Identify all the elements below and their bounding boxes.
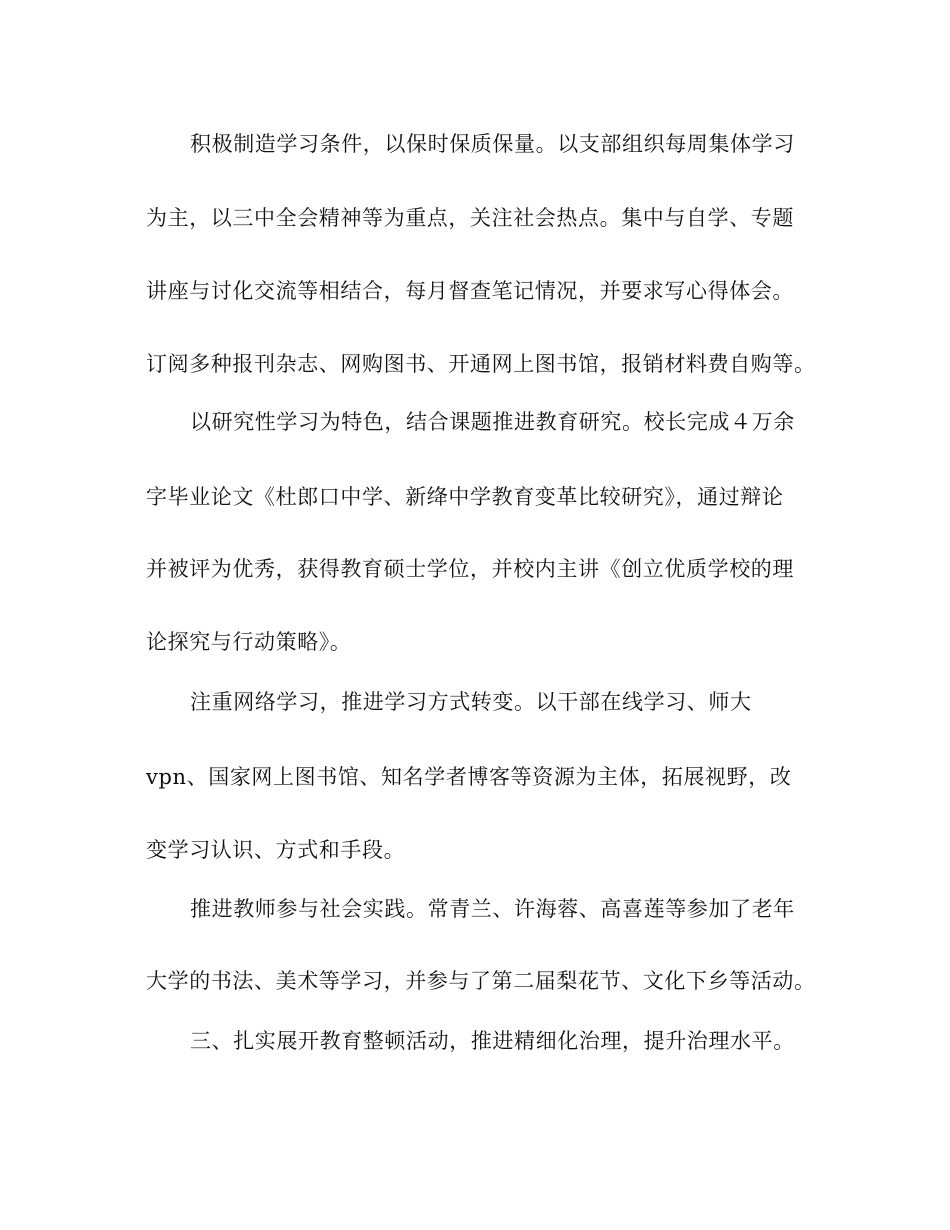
text-line: 积极制造学习条件，以保时保质保量。以支部组织每周集体学习 <box>190 132 795 156</box>
text-line: 三、扎实展开教育整顿活动，推进精细化治理，提升治理水平。 <box>190 1029 795 1053</box>
text-line: 论探究与行动策略》。 <box>146 630 352 654</box>
text-line: 并被评为优秀，获得教育硕士学位，并校内主讲《创立优质学校的理 <box>146 557 794 581</box>
text-line: vpn、国家网上图书馆、知名学者博客等资源为主体，拓展视野，改 <box>146 765 792 789</box>
text-line: 为主，以三中全会精神等为重点，关注社会热点。集中与自学、专题 <box>146 206 794 230</box>
text-line: 以研究性学习为特色，结合课题推进教育研究。校长完成４万余 <box>190 410 795 434</box>
text-line: 注重网络学习，推进学习方式转变。以干部在线学习、师大 <box>190 690 752 714</box>
text-line: 推进教师参与社会实践。常青兰、许海蓉、高喜莲等参加了老年 <box>190 897 795 921</box>
text-line: 大学的书法、美术等学习，并参与了第二届梨花节、文化下乡等活动。 <box>146 969 816 993</box>
text-line: 字毕业论文《杜郎口中学、新绛中学教育变革比较研究》，通过辩论 <box>146 485 784 509</box>
text-line: 订阅多种报刊杂志、网购图书、开通网上图书馆，报销材料费自购等。 <box>146 352 816 376</box>
text-line: 讲座与讨化交流等相结合，每月督查笔记情况，并要求写心得体会。 <box>146 279 794 303</box>
text-line: 变学习认识、方式和手段。 <box>146 838 406 862</box>
